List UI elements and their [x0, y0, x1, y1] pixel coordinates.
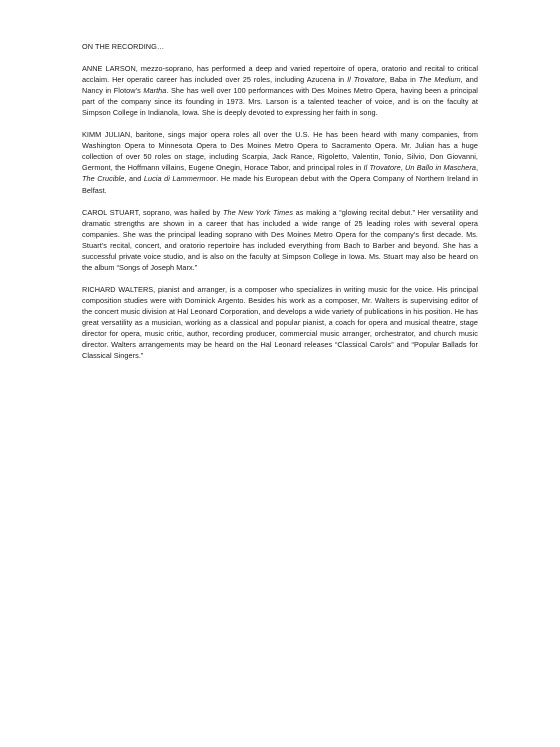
bio-richard-walters: [82, 284, 478, 361]
italic-title: Il Trovatore: [363, 163, 401, 173]
bio-text: CAROL STUART, soprano, was hailed by: [82, 207, 223, 217]
bio-text: as making a “glowing recital debut.” Her versatility and dramatic strengths are shown in a career that has included a wide range of 25 leading roles with several opera companies. She was the principal leading soprano with Des Moines Metro Opera for the company’s first decade. Ms. Stuart’s recital, concert, and oratorio repertoire has included everything from Bach to Barber and beyond. She has a successful private voice studio, and is also on the faculty at Simpson College in Iowa. Ms. Stuart may also be heard on the album “Songs of Joseph Marx.”: [82, 207, 478, 272]
bio-text: ,: [400, 163, 406, 173]
text-column: [82, 41, 478, 372]
section-heading: ON THE RECORDING…: [82, 42, 165, 51]
bio-kimm-julian: [82, 129, 478, 195]
bio-text: , and: [124, 174, 144, 184]
italic-title: Martha: [143, 86, 167, 96]
bio-text: ,: [475, 163, 479, 173]
italic-title: Un Ballo in Maschera: [405, 163, 476, 173]
italic-title: The Medium: [418, 75, 461, 85]
bio-text: KIMM JULIAN, baritone, sings major opera roles all over the U.S. He has been heard with many companies, from Washington Opera to Minnesota Opera to Des Moines Metro Opera to Sacramento Opera. Mr. Julian has a huge collection of over 50 roles on stage, including Scarpia, Jack Rance, Rigoletto, Valentin, Tonio, Silvio, Don Giovanni, Germont, the Hoffmann villains, Eugene Onegin, Horace Tabor, and principal roles in: [82, 130, 478, 173]
bio-carol-stuart: [82, 207, 478, 273]
bio-text: . She has well over 100 performances with Des Moines Metro Opera, having been a principal part of the company since its founding in 1973. Mrs. Larson is a talented teacher of voice, and is on the faculty at Simpson College in Indianola, Iowa. She is deeply devoted to expressing her faith in song.: [82, 86, 478, 118]
italic-title: Il Trovatore: [347, 75, 385, 85]
bio-text: ANNE LARSON, mezzo-soprano, has performed a deep and varied repertoire of opera, oratorio and recital to critical acclaim. Her operatic career has included over 25 roles, including Azucena in: [82, 64, 478, 85]
italic-title: The New York Times: [222, 207, 294, 217]
bio-text: , and Nancy in Flotow’s: [82, 75, 478, 96]
italic-title: The Crucible: [82, 174, 125, 184]
bio-text: . He made his European debut with the Opera Company of Northern Ireland in Belfast.: [82, 174, 479, 195]
bio-anne-larson: [82, 63, 478, 118]
bio-text: RICHARD WALTERS, pianist and arranger, is a composer who specializes in writing music for the voice. His principal composition studies were with Dominick Argento. Besides his work as a composer, Mr. Walters is supervising editor of the concert music division at Hal Leonard Corporation, and develops a wide variety of publications in his position. He has great versatility as a musician, working as a classical and popular pianist, a coach for opera and musical theatre, stage director for opera, music critic, author, recording producer, commercial music arranger, orchestrator, and church music director. Walters arrangements may be heard on the Hal Leonard releases “Classical Carols” and “Popular Ballads for Classical Singers.”: [82, 284, 478, 361]
bio-text: , Baba in: [384, 75, 419, 85]
italic-title: Lucia di Lammermoor: [143, 174, 217, 184]
